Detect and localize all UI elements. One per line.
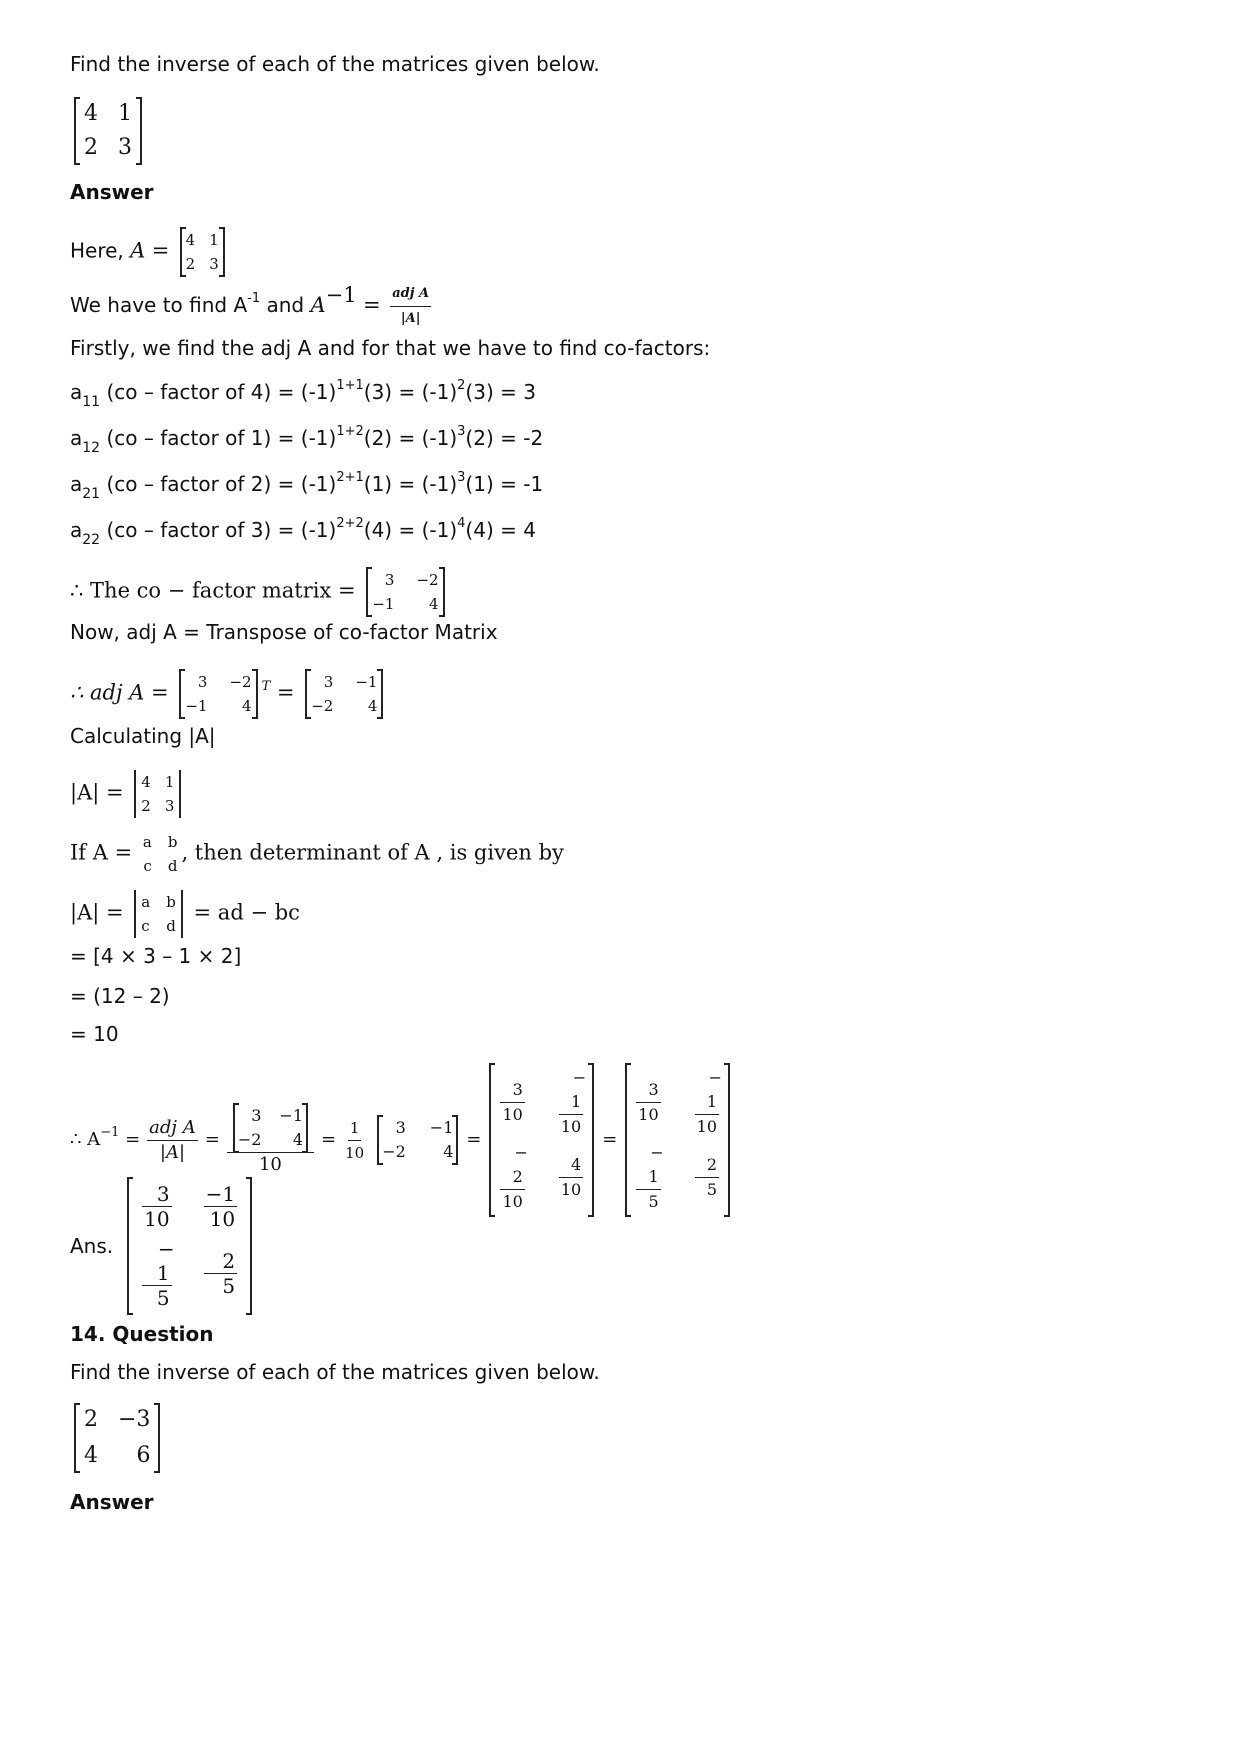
det-line: |A| = 4 1 2 3: [70, 770, 185, 818]
question-14-answer-heading: Answer: [70, 1490, 154, 1514]
question-matrix: 4 1 2 3: [70, 98, 146, 164]
if-a-line: If A = a b c d , then determinant of A , is given by: [70, 833, 564, 875]
calculating-det-line: Calculating |A|: [70, 724, 216, 748]
question-prompt: Find the inverse of each of the matrices given below.: [70, 52, 600, 76]
det-step-2: = (12 – 2): [70, 984, 170, 1008]
det-step-1: = [4 × 3 – 1 × 2]: [70, 944, 242, 968]
cofactor-a22: $a_{22}$ (co – factor of $3) = (-1)^{2+2}(4) = (-1)^4(4) = 4$: [70, 516, 536, 548]
cofactor-a21: $a_{21}$ (co – factor of $2) = (-1)^{2+1}(1) = (-1)^3(1) = -1$: [70, 470, 544, 502]
cofactor-a11: $a_{11}$ (co – factor of $4) = (-1)^{1+1}(3) = (-1)^2(3) = 3$: [70, 378, 536, 410]
question-14-heading: 14. Question: [70, 1322, 214, 1346]
cofactor-matrix-line: ∴ The co − factor matrix = 3 −2 −1 4: [70, 568, 449, 616]
answer-heading: Answer: [70, 180, 154, 204]
det-step-3: = 10: [70, 1022, 119, 1046]
here-line: Here, A = 4 1 2 3: [70, 228, 229, 276]
find-inverse-line: We have to find $A^{-1}$ and $A^{-1}$ = $\frac{\text{adj A}}{|A|}$: [70, 283, 430, 326]
adj-matrix-line: ∴ adj A = 3 −2 −1 4 $^T$ = 3 −1 −2 4: [70, 670, 387, 718]
firstly-line: Firstly, we find the adj A and for that we have to find co-factors:: [70, 336, 711, 360]
det-formula-line: |A| = a b c d = ad − bc: [70, 890, 300, 938]
cofactor-a12: $a_{12}$ (co – factor of $1) = (-1)^{1+2}(2) = (-1)^3(2) = -2$: [70, 424, 544, 456]
adj-definition-line: Now, adj A = Transpose of co-factor Matrix: [70, 620, 498, 644]
question-14-matrix: 2 −3 4 6: [70, 1404, 164, 1472]
inverse-computation: ∴ $A^{-1}$ = $\frac{\text{adj A}}{|A|}$ = 3 −1 −2 4 10 = $\frac{1}{10}$ 3 −1 −2 4 = $\frac{3}{10}$ − 1 10 − 2 10 $\frac{4}{10}$ = $\frac{3}{10}$ − 1 10 − 1 5 $\frac{2}{5}$: [70, 1064, 734, 1216]
question-14-prompt: Find the inverse of each of the matrices given below.: [70, 1360, 600, 1384]
final-answer: Ans. $\frac{3}{10}$ $\frac{-1}{10}$ − 1 5 $\frac{2}{5}$: [70, 1178, 256, 1314]
